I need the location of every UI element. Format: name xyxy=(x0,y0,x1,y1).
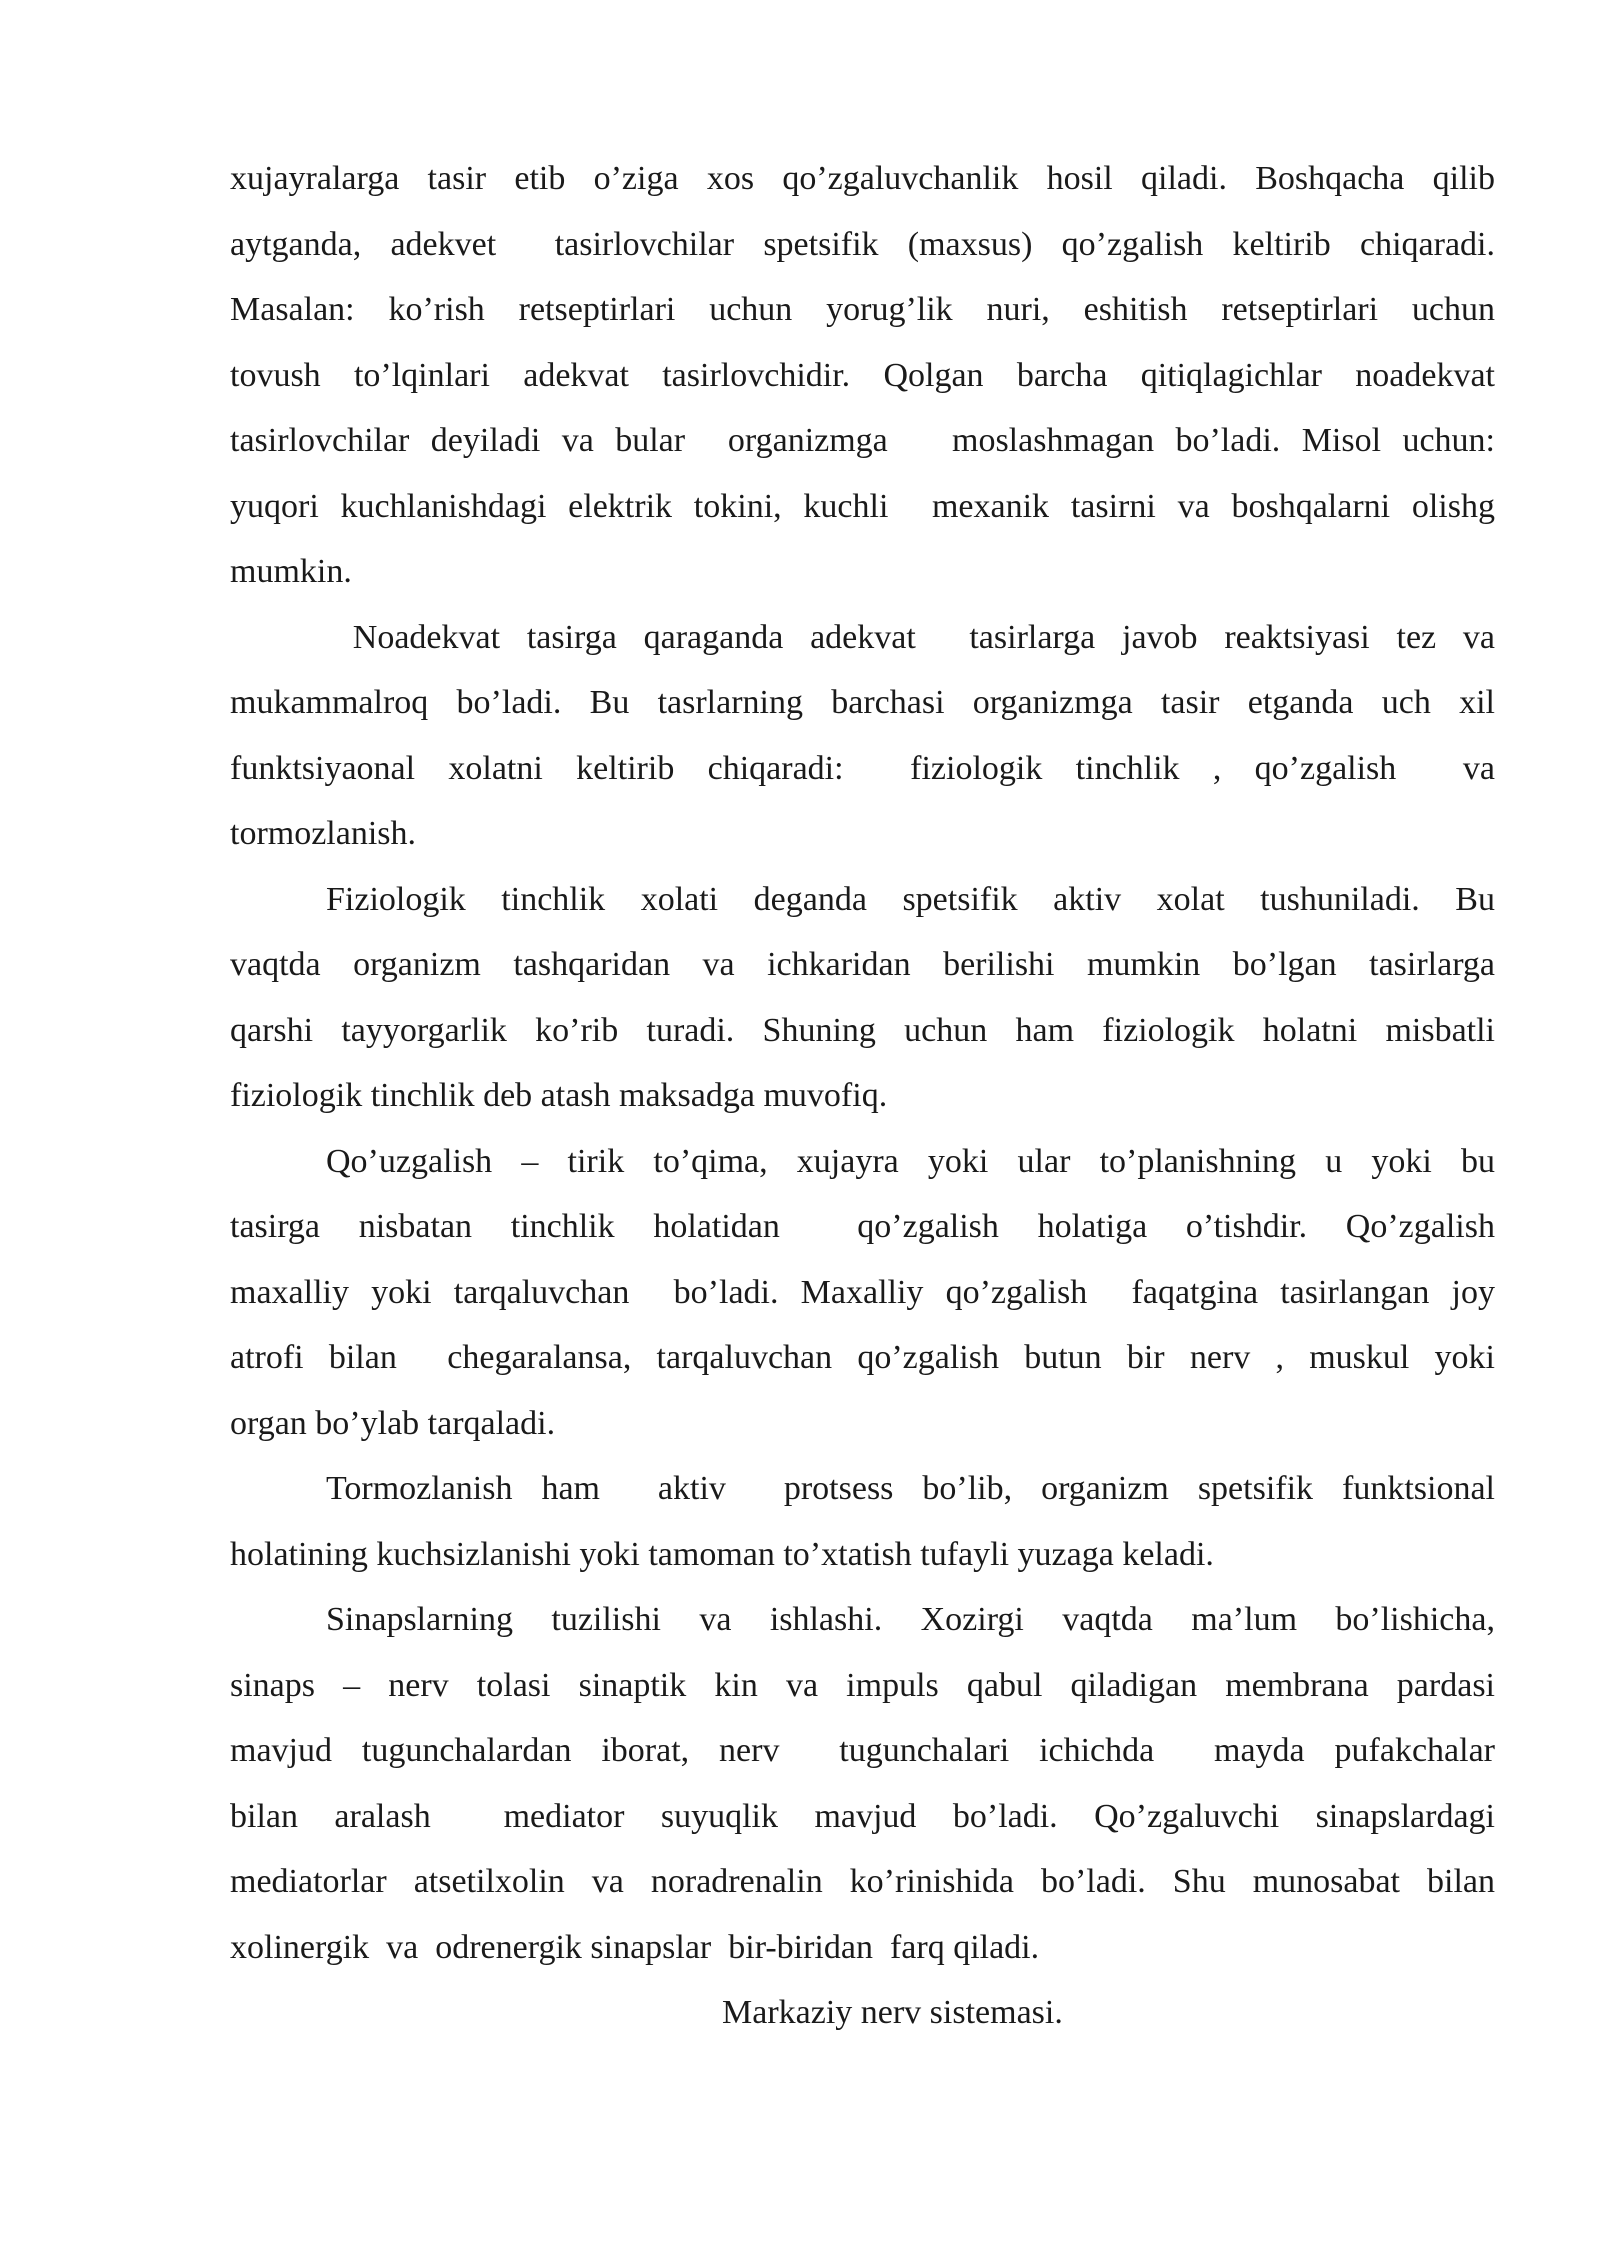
text-line: xolinergik va odrenergik sinapslar bir-biridan farq qiladi. xyxy=(230,1928,1040,1966)
text-line: Fiziologik tinchlik xolati deganda spetsifik aktiv xolat tushuniladi. Bu xyxy=(326,880,1495,918)
text-line: tormozlanish. xyxy=(230,815,417,852)
section-heading: Markaziy nerv sistemasi. xyxy=(722,1994,1063,2031)
text-line: Sinapslarning tuzilishi va ishlashi. Xozirgi vaqtda ma’lum bo’lishicha, xyxy=(326,1601,1495,1638)
text-line: sinaps – nerv tolasi sinaptik kin va impuls qabul qiladigan membrana pardasi xyxy=(230,1666,1495,1704)
text-line: bilan aralash mediator suyuqlik mavjud bo’ladi. Qo’zgaluvchi sinapslardagi xyxy=(230,1797,1495,1835)
text-line: maxalliy yoki tarqaluvchan bo’ladi. Maxalliy qo’zgalish faqatgina tasirlangan joy xyxy=(230,1273,1495,1311)
text-line: aytganda, adekvet tasirlovchilar spetsifik (maxsus) qo’zgalish keltirib chiqaradi. xyxy=(230,225,1495,263)
text-line: tovush to’lqinlari adekvat tasirlovchidir. Qolgan barcha qitiqlagichlar noadekvat xyxy=(230,356,1495,394)
text-line: organ bo’ylab tarqaladi. xyxy=(230,1404,556,1442)
text-line: mukammalroq bo’ladi. Bu tasrlarning barchasi organizmga tasir etganda uch xil xyxy=(230,684,1495,721)
text-line: Masalan: ko’rish retseptirlari uchun yorug’lik nuri, eshitish retseptirlari uchun xyxy=(230,291,1495,328)
text-line: Qo’uzgalish – tirik to’qima, xujayra yoki ular to’planishning u yoki bu xyxy=(326,1142,1495,1180)
text-line: xujayralarga tasir etib o’ziga xos qo’zgaluvchanlik hosil qiladi. Boshqacha qilib xyxy=(230,160,1495,197)
text-line: yuqori kuchlanishdagi elektrik tokini, kuchli mexanik tasirni va boshqalarni olishg xyxy=(230,487,1495,525)
text-line: tasirlovchilar deyiladi va bular organizmga moslashmagan bo’ladi. Misol uchun: xyxy=(230,422,1495,459)
text-line: tasirga nisbatan tinchlik holatidan qo’zgalish holatiga o’tishdir. Qo’zgalish xyxy=(230,1208,1495,1245)
text-line: Noadekvat tasirga qaraganda adekvat tasirlarga javob reaktsiyasi tez va xyxy=(326,618,1495,656)
text-line: mumkin. xyxy=(230,553,352,590)
text-line: funktsiyaonal xolatni keltirib chiqaradi: fiziologik tinchlik , qo’zgalish va xyxy=(230,749,1495,787)
text-line: atrofi bilan chegaralansa, tarqaluvchan qo’zgalish butun bir nerv , muskul yoki xyxy=(230,1339,1495,1376)
text-line: Tormozlanish ham aktiv protsess bo’lib, organizm spetsifik funktsional xyxy=(326,1470,1495,1507)
text-line: mavjud tugunchalardan iborat, nerv tugunchalari ichichda mayda pufakchalar xyxy=(230,1732,1495,1769)
text-line: holatining kuchsizlanishi yoki tamoman to’xtatish tufayli yuzaga keladi. xyxy=(230,1535,1214,1573)
document-body xyxy=(230,146,1495,2046)
text-line: qarshi tayyorgarlik ko’rib turadi. Shuning uchun ham fiziologik holatni misbatli xyxy=(230,1011,1495,1049)
text-line: mediatorlar atsetilxolin va noradrenalin ko’rinishida bo’ladi. Shu munosabat bilan xyxy=(230,1863,1495,1900)
text-line: vaqtda organizm tashqaridan va ichkaridan berilishi mumkin bo’lgan tasirlarga xyxy=(230,946,1495,983)
text-line: fiziologik tinchlik deb atash maksadga muvofiq. xyxy=(230,1077,888,1114)
